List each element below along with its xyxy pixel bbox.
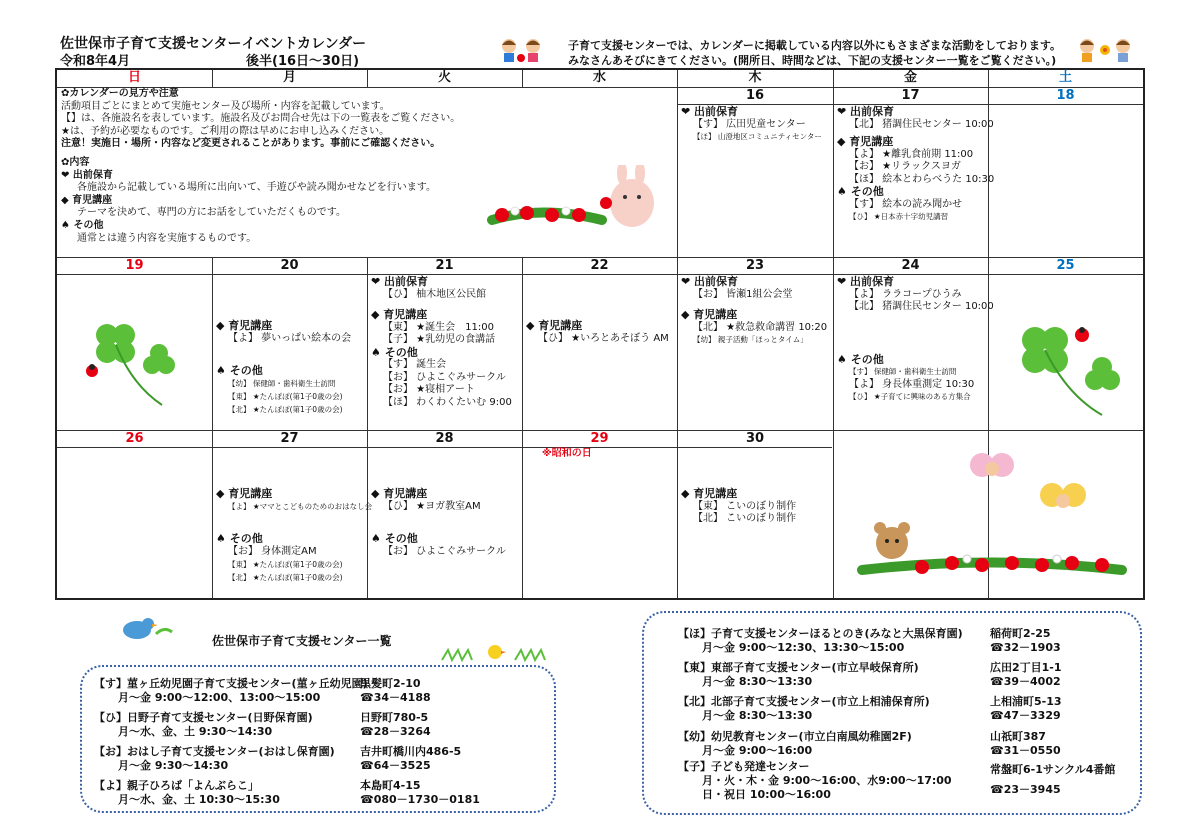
cell-apr17	[837, 106, 994, 224]
event-category: ❤ 出前保育	[681, 275, 739, 288]
guide-item-text: 通常とは違う内容を実施するものです。	[77, 232, 257, 244]
center-entry	[678, 695, 930, 723]
center-name: 【よ】親子ひろば「よんぶらこ」	[94, 779, 259, 792]
event-item: 【北】 猪調住民センター 10:00	[849, 301, 994, 312]
event-item: 【東】 ★たんぽぽ(第1子0歳の会)	[228, 560, 343, 569]
event-category: ◆ 育児講座	[681, 308, 738, 321]
event-category: ♠ その他	[837, 185, 884, 198]
cell-apr27	[216, 488, 372, 584]
center-contact	[990, 695, 1062, 723]
cell-apr16	[681, 106, 822, 144]
center-hours: 日・祝日 10:00～16:00	[702, 788, 831, 801]
event-category: ❤ 出前保育	[837, 105, 895, 118]
calendar-guide	[61, 88, 460, 245]
date-17: 17	[901, 88, 920, 103]
event-item: 【よ】 ★離乳食前期 11:00	[849, 148, 974, 160]
center-entry	[94, 745, 335, 773]
center-hours: 月～金 9:00～16:00	[702, 744, 813, 757]
guide-line: 活動項目ごとにまとめて実施センター及び場所・内容を記載しています。	[61, 100, 390, 112]
center-name: 【幼】幼児教育センター(市立白南風幼稚園2F)	[678, 730, 912, 743]
event-item: 【よ】 ★ママとこどものためのおはなし会	[228, 501, 373, 511]
dow-friday: 金	[903, 70, 917, 85]
date-26: 26	[125, 431, 144, 446]
center-contact	[360, 711, 431, 739]
date-29: 29	[590, 431, 609, 446]
event-item: 【お】 皆瀬1組公会堂	[693, 288, 793, 300]
calendar-grid	[55, 68, 1145, 600]
guide-line: 【】は、各施設名を表しています。施設名及びお問合せ先は下の一覧表をご覧ください。	[61, 113, 461, 125]
date-16: 16	[745, 88, 765, 103]
event-category: ♠ その他	[216, 532, 263, 545]
event-item: 【幼】 保健師・歯科衛生士訪問	[228, 378, 336, 388]
cell-apr24	[837, 276, 994, 404]
event-item: 【ひ】 ★いろとあそぼう AM	[538, 332, 669, 344]
event-item: 【ひ】 ★ヨガ教室AM	[383, 500, 481, 512]
center-name: 【東】東部子育て支援センター(市立早岐保育所)	[678, 661, 919, 674]
event-category: ❤ 出前保育	[371, 275, 429, 288]
event-item: 【ほ】 山澄地区コミュニティセンター	[693, 132, 822, 141]
dow-thursday: 木	[748, 70, 762, 85]
cell-apr23	[681, 276, 827, 347]
event-category: ♠ その他	[216, 364, 263, 377]
center-name: 【子】子ども発達センター	[678, 760, 810, 773]
date-19: 19	[125, 258, 144, 273]
center-name: 【す】菫ヶ丘幼児園子育て支援センター(菫ヶ丘幼児園)	[94, 677, 368, 690]
date-28: 28	[435, 431, 454, 446]
center-name: 【ほ】子育て支援センターほるとのき(みなと大黒保育園)	[678, 627, 963, 640]
guide-line: ★は、予約が必要なものです。ご利用の際は早めにお申し込みください。	[61, 125, 390, 137]
event-item: 【お】 ひよこぐみサークル	[383, 371, 506, 383]
event-item: 【す】 保健師・歯科衛生士訪問	[849, 367, 957, 376]
center-address: 広田2丁目1-1	[990, 661, 1062, 674]
clover-ladybug-illustration	[1007, 305, 1127, 420]
rabbit-strawberry-illustration	[482, 165, 672, 240]
cell-apr22	[526, 320, 669, 345]
children-illustration	[495, 36, 555, 64]
center-entry	[94, 711, 313, 739]
event-item: 【す】 誕生会	[383, 359, 447, 370]
center-hours: 月～水、金、土 10:30～15:30	[118, 793, 280, 806]
guide-item-text: テーマを決めて、専門の方にお話をしていただくものです。	[77, 207, 346, 219]
date-22: 22	[590, 258, 609, 273]
date-30: 30	[745, 431, 765, 446]
center-hours: 月～金 9:00～12:30、13:30～15:00	[702, 641, 905, 654]
event-category: ◆ 育児講座	[837, 135, 894, 148]
date-18: 18	[1056, 88, 1075, 103]
event-item: 【子】 ★乳幼児の食講話	[383, 334, 496, 345]
date-25: 25	[1056, 258, 1075, 273]
center-contact	[360, 745, 461, 773]
center-address: 黒髪町2-10	[360, 677, 421, 690]
center-phone: ☎39－4002	[990, 675, 1061, 688]
center-entry	[678, 627, 963, 655]
bear-butterfly-strawberry-illustration	[852, 445, 1137, 595]
event-category: ♠ その他	[371, 345, 418, 359]
event-item: 【ほ】 絵本とわらべうた 10:30	[849, 173, 995, 185]
month-label: 令和8年4月	[60, 54, 131, 69]
center-address: 上相浦町5-13	[990, 695, 1062, 708]
center-phone: ☎23－3945	[990, 783, 1061, 796]
event-item: 【幼】 親子活動「ほっとタイム」	[693, 335, 808, 344]
event-item: 【北】 ★たんぽぽ(第1子0歳の会)	[228, 405, 343, 414]
center-phone: ☎47－3329	[990, 709, 1061, 722]
center-contact	[990, 760, 1115, 800]
center-phone: ☎64－3525	[360, 759, 431, 772]
center-phone: ☎080－1730－0181	[360, 793, 480, 806]
center-contact	[990, 627, 1061, 655]
center-phone: ☎34－4188	[360, 691, 431, 704]
event-item: 【よ】 身長体重測定 10:30	[849, 378, 975, 390]
event-item: 【ひ】 ★子育てに興味のある方集合	[849, 392, 971, 401]
event-item: 【北】 猪調住民センター 10:00	[849, 118, 994, 130]
event-category: ◆ 育児講座	[526, 319, 583, 332]
center-entry	[94, 779, 280, 807]
event-item: 【東】 ★たんぽぽ(第1子0歳の会)	[228, 392, 343, 401]
event-item: 【ひ】 ★日本赤十字幼児講習	[849, 212, 949, 221]
event-item: 【お】 ★リラックスヨガ	[849, 161, 961, 172]
period-label: 後半(16日～30日)	[246, 54, 360, 69]
event-item: 【お】 ひよこぐみサークル	[383, 545, 506, 557]
cell-apr28	[371, 488, 506, 558]
event-category: ◆ 育児講座	[216, 319, 273, 332]
event-category: ◆ 育児講座	[681, 487, 738, 500]
event-item: 【よ】 ララコープひうみ	[849, 288, 962, 300]
center-entry	[678, 661, 919, 689]
guide-item-text: 各施設から記載している場所に出向いて、手遊びや読み聞かせなどを行います。	[77, 182, 436, 194]
event-item: 【北】 ★救急救命講習 10:20	[693, 321, 828, 333]
event-item: 【よ】 夢いっぱい絵本の会	[228, 332, 352, 344]
center-hours: 月・火・木・金 9:00～16:00、水9:00～17:00	[702, 774, 952, 787]
guide-item-title: ❤ 出前保育	[61, 169, 113, 181]
center-address: 吉井町橋川内486-5	[360, 745, 462, 758]
center-contact	[360, 677, 431, 705]
date-20: 20	[280, 258, 299, 273]
center-contact	[990, 661, 1062, 689]
guide-content-title: ✿内容	[61, 156, 90, 168]
guide-item-title: ♠ その他	[61, 219, 104, 231]
date-27: 27	[280, 431, 299, 446]
event-category: ❤ 出前保育	[681, 105, 739, 118]
cell-apr30	[681, 488, 796, 526]
dow-monday: 月	[282, 70, 296, 85]
chick-grass-icon	[440, 638, 550, 664]
dow-sunday: 日	[127, 70, 141, 85]
event-item: 【す】 広田児童センター	[693, 118, 806, 130]
center-phone: ☎31－0550	[990, 744, 1061, 757]
center-entry	[678, 760, 952, 802]
date-21: 21	[435, 258, 454, 273]
date-23: 23	[745, 258, 765, 273]
event-item: 【ひ】 柚木地区公民館	[383, 288, 487, 300]
event-item: 【東】 ★誕生会 11:00	[383, 321, 494, 333]
center-hours: 月～金 9:30～14:30	[118, 759, 229, 772]
date-24: 24	[901, 258, 920, 273]
center-name: 【北】北部子育て支援センター(市立上相浦保育所)	[678, 695, 930, 708]
event-item: 【東】 こいのぼり制作	[693, 500, 797, 512]
notice-line-1: 子育て支援センターでは、カレンダーに掲載している内容以外にもさまざまな活動をしております。	[568, 39, 1061, 52]
center-address: 山祇町387	[990, 730, 1046, 743]
guide-title: ✿カレンダーの見方や注意	[61, 88, 179, 99]
event-category: ◆ 育児講座	[371, 308, 428, 321]
clover-ladybug-illustration	[72, 305, 192, 415]
event-item: 【北】 ★たんぽぽ(第1子0歳の会)	[228, 573, 343, 582]
calendar-title: 佐世保市子育て支援センターイベントカレンダー	[60, 36, 367, 52]
cell-apr21	[371, 276, 512, 409]
center-name: 【お】おはし子育て支援センター(おはし保育園)	[94, 745, 335, 758]
notice-text	[568, 38, 1061, 68]
event-category: ♠ その他	[371, 532, 418, 545]
children-flower-illustration	[1075, 36, 1139, 64]
center-address: 稲荷町2-25	[990, 627, 1051, 640]
center-name: 【ひ】日野子育て支援センター(日野保育園)	[94, 711, 313, 724]
holiday-label: ※昭和の日	[542, 448, 592, 459]
center-phone: ☎28－3264	[360, 725, 431, 738]
event-item: 【お】 身体測定AM	[228, 545, 317, 557]
center-contact	[360, 779, 480, 807]
center-hours: 月～金 9:00～12:00、13:00～15:00	[118, 691, 321, 704]
event-category: ♠ その他	[837, 352, 884, 366]
event-category: ❤ 出前保育	[837, 275, 895, 288]
directory-title: 佐世保市子育て支援センター一覧	[212, 634, 392, 648]
center-hours: 月～金 8:30～13:30	[702, 709, 813, 722]
center-entry	[678, 730, 912, 758]
cell-apr20	[216, 320, 351, 416]
center-address: 常盤町6-1サンクル4番館	[990, 763, 1116, 776]
center-hours: 月～水、金、土 9:30～14:30	[118, 725, 273, 738]
event-category: ◆ 育児講座	[216, 487, 273, 500]
guide-line: 注意！実施日・場所・内容など変更されることがあります。事前にご確認ください。	[61, 138, 441, 150]
bird-icon	[112, 612, 174, 644]
center-entry	[94, 677, 368, 705]
center-contact	[990, 730, 1061, 758]
event-item: 【ほ】 わくわくたいむ 9:00	[383, 396, 512, 408]
dow-saturday: 土	[1058, 70, 1072, 85]
center-address: 日野町780-5	[360, 711, 429, 724]
dow-wednesday: 水	[592, 70, 606, 85]
center-phone: ☎32－1903	[990, 641, 1061, 654]
event-item: 【北】 こいのぼり制作	[693, 513, 797, 524]
notice-line-2: みなさんあそびにきてください。(開所日、時間などは、下記の支援センター一覧をご覧ください。)	[568, 54, 1057, 67]
event-category: ◆ 育児講座	[371, 487, 428, 500]
dow-tuesday: 火	[437, 70, 451, 85]
center-address: 本島町4-15	[360, 779, 421, 792]
event-item: 【す】 絵本の読み聞かせ	[849, 198, 963, 210]
event-item: 【お】 ★寝相アート	[383, 384, 475, 395]
center-hours: 月～金 8:30～13:30	[702, 675, 813, 688]
guide-item-title: ◆ 育児講座	[61, 194, 113, 206]
